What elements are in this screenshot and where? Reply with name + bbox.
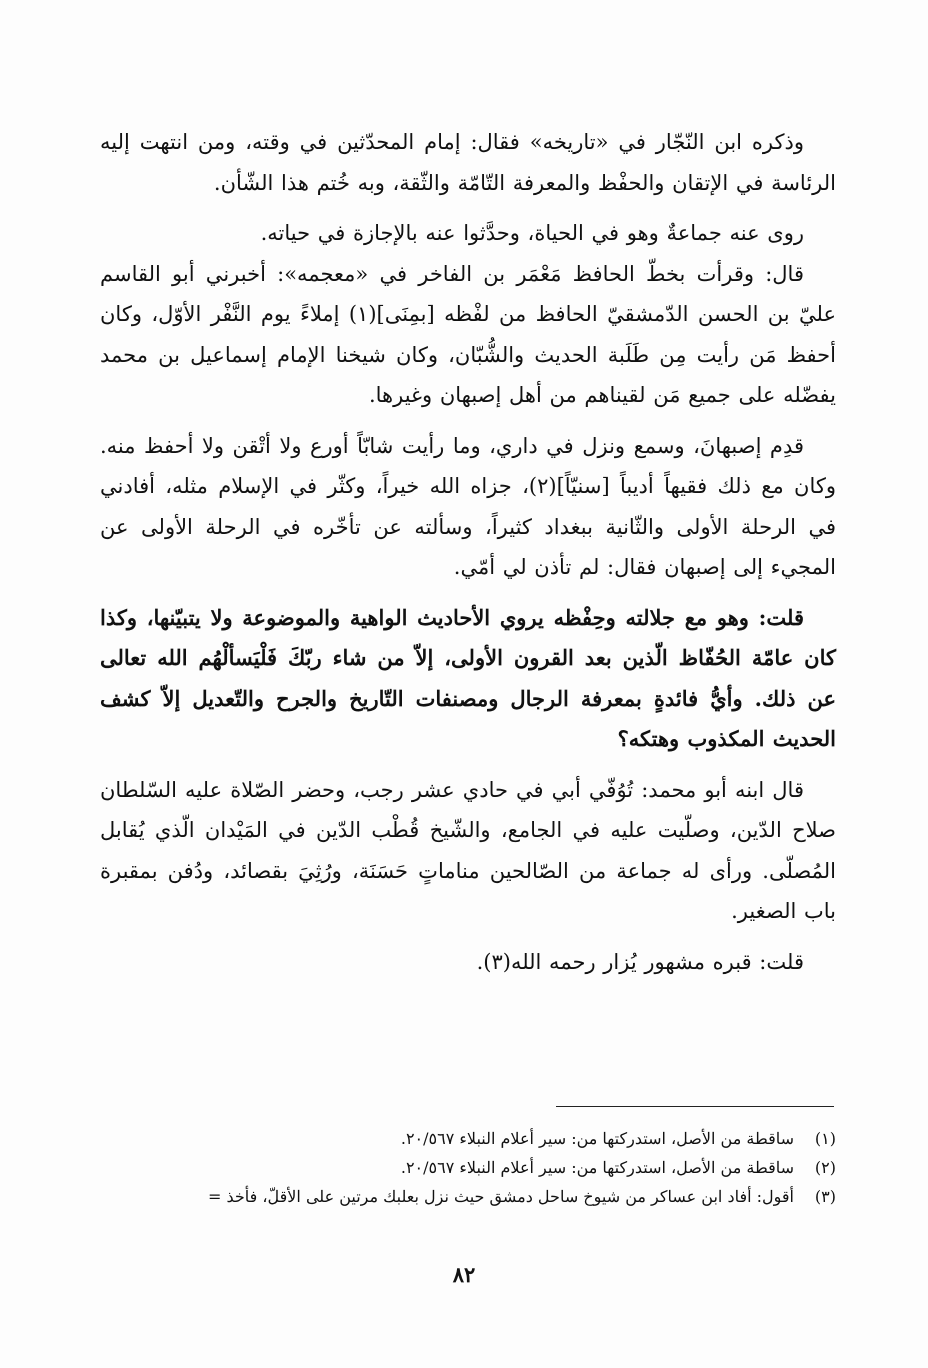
paragraph-6: قال ابنه أبو محمد: تُوُفّي أبي في حادي عشر رجب، وحضر الصّلاة عليه السّلطان صلاح الدّين، وصلّيت عليه في الجامع، والشّيخ قُطْب الدّين في المَيْدان الّذي يُقابل المُصلّى. ورأى له جماعة من الصّالحين مناماتٍ حَسَنَة، ورُثِيَ بقصائد، ودُفن بمقبرة باب الصغير. bbox=[100, 777, 836, 923]
paragraph-1: وذكره ابن النّجّار في «تاريخه» فقال: إمام المحدّثين في وقته، ومن انتهت إليه الرئاسة في الإتقان والحفْظ والمعرفة التّامّة والثّقة، وبه خُتم هذا الشّأن. bbox=[100, 130, 836, 195]
page-number: ٨٢ bbox=[452, 1262, 476, 1287]
footnote-text: ساقطة من الأصل، استدركتها من: سير أعلام النبلاء ٢٠/٥٦٧. bbox=[400, 1158, 794, 1177]
paragraph-4: قدِم إصبهانَ، وسمع ونزل في داري، وما رأيت شابّاً أورع ولا أتْقن ولا أحفظ منه. وكان مع ذلك فقيهاً أديباً [سنيّاً](٢)، جزاه الله خيراً، وكثّر في الإسلام مثله، أفادني في الرحلة الأولى والثّانية ببغداد كثيراً، وسألته عن تأخّره في الرحلة الأولى عن المجيء إلى إصبهان فقال: لم تأذن لي أمّي. bbox=[100, 433, 836, 579]
paragraph-7: قلت: قبره مشهور يُزار رحمه الله(٣). bbox=[476, 949, 804, 974]
main-text bbox=[100, 122, 836, 982]
paragraph-3: قال: وقرأت بخطّ الحافظ مَعْمَر بن الفاخر في «معجمه»: أخبرني أبو القاسم عليّ بن الحسن الدّمشقيّ الحافظ من لفْظه [بمِنَى](١) إملاءً يوم النَّفْر الأوّل، وكان أحفظ مَن رأيت مِن طَلَبة الحديث والشُّبّان، وكان شيخنا الإمام إسماعيل بن محمد يفضّله على جميع مَن لقيناهم من أهل إصبهان وغيرها. bbox=[100, 261, 836, 407]
footnote-2 bbox=[100, 1153, 836, 1182]
footnote-text: أقول: أفاد ابن عساكر من شيوخ ساحل دمشق حيث نزل بعلبك مرتين على الأقلّ، فأخذ = bbox=[207, 1187, 794, 1206]
footnotes bbox=[100, 1124, 836, 1211]
footnote-3 bbox=[100, 1182, 836, 1211]
footnote-1 bbox=[100, 1124, 836, 1153]
paragraph-2: روى عنه جماعةٌ وهو في الحياة، وحدَّثوا عنه بالإجازة في حياته. bbox=[260, 221, 804, 245]
footnote-number: (٢) bbox=[814, 1158, 836, 1177]
paragraph-5-commentary: قلت: وهو مع جلالته وحِفْظه يروي الأحاديث الواهية والموضوعة ولا يتبيّنها، وكذا كان عامّة الحُفّاظ الّذين بعد القرون الأولى، إلاّ من شاء ربّكَ فَلْيَسألْهُم الله تعالى عن ذلك. وأيُّ فائدةٍ بمعرفة الرجال ومصنفات التّاريخ والجرح والتّعديل إلاّ كشف الحديث المكذوب وهتكه؟ bbox=[100, 604, 836, 751]
footnote-text: ساقطة من الأصل، استدركتها من: سير أعلام النبلاء ٢٠/٥٦٧. bbox=[400, 1129, 794, 1148]
footnote-number: (٣) bbox=[814, 1187, 836, 1206]
footnote-separator bbox=[556, 1106, 834, 1107]
footnote-number: (١) bbox=[814, 1129, 836, 1148]
